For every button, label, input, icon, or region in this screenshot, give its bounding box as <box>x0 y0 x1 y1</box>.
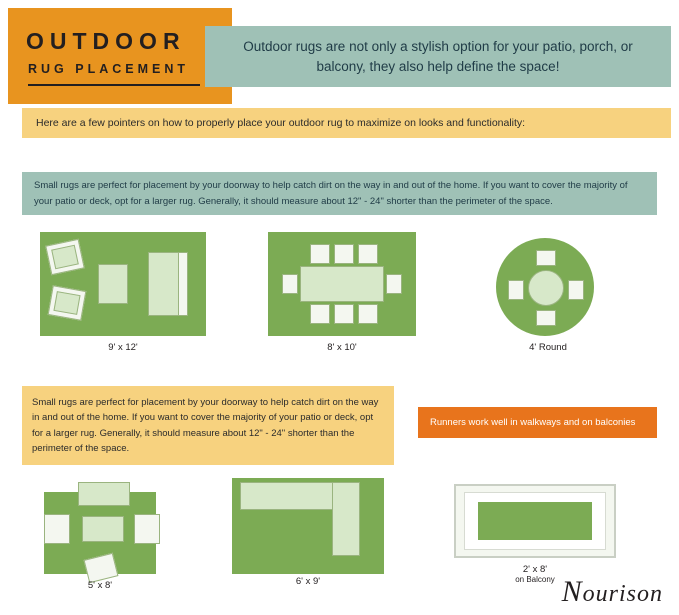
brand-logo-cap: N <box>561 575 583 608</box>
sectional-corner <box>332 482 360 556</box>
round-chair-left <box>508 280 524 300</box>
coffee-table <box>98 264 128 304</box>
tip-band-orange-text: Runners work well in walkways and on balconies <box>430 417 636 428</box>
armchair-left <box>44 514 70 544</box>
page-title: OUTDOOR <box>26 28 186 54</box>
caption-2x8: 2' x 8' on Balcony <box>440 564 630 584</box>
diagram-4round <box>488 232 608 362</box>
caption-9x12: 9' x 12' <box>108 342 138 353</box>
caption-8x10: 8' x 10' <box>327 342 357 353</box>
dining-chair-top-3 <box>358 244 378 264</box>
chair-left-bottom-cushion <box>53 291 80 315</box>
tip-band-teal <box>22 172 657 215</box>
pointers-banner-text: Here are a few pointers on how to properly place your outdoor rug to maximize on looks and functionality: <box>36 117 526 129</box>
tip-band-teal-text: Small rugs are perfect for placement by your doorway to help catch dirt on the way in and out of the home. If you want to cover the majority of your patio or deck, opt for a larger rug. Generally, it should measure about 12" - 24" shorter than the perimeter of the space. <box>34 179 628 207</box>
dining-chair-bottom-3 <box>358 304 378 324</box>
caption-5x8: 5' x 8' <box>87 580 113 591</box>
diagram-9x12 <box>40 232 206 362</box>
armchair-right <box>134 514 160 544</box>
title-divider <box>28 84 200 86</box>
diagram-6x9 <box>232 472 384 596</box>
brand-logo-rest: ourison <box>582 581 663 607</box>
round-table <box>528 270 564 306</box>
dining-chair-right <box>386 274 402 294</box>
sofa-back <box>178 252 188 316</box>
intro-banner <box>205 26 671 87</box>
dining-chair-bottom-1 <box>310 304 330 324</box>
caption-6x9: 6' x 9' <box>295 576 321 587</box>
title-block <box>8 8 232 104</box>
round-chair-bottom <box>536 310 556 326</box>
caption-2x8-note: on Balcony <box>515 575 555 584</box>
round-chair-top <box>536 250 556 266</box>
pointers-banner <box>22 108 671 138</box>
page-subtitle: RUG PLACEMENT <box>28 62 190 76</box>
dining-chair-top-1 <box>310 244 330 264</box>
dining-chair-left <box>282 274 298 294</box>
round-chair-right <box>568 280 584 300</box>
intro-banner-text: Outdoor rugs are not only a stylish option for your patio, porch, or balcony, they also help define the space! <box>243 38 633 74</box>
tip-band-orange <box>418 407 657 438</box>
rug-2x8-runner <box>478 502 592 540</box>
diagram-5x8 <box>30 478 170 596</box>
brand-logo <box>562 575 663 609</box>
tip-band-yellow <box>22 386 394 465</box>
diagram-8x10 <box>268 232 416 362</box>
caption-4round: 4' Round <box>529 342 567 353</box>
center-table <box>82 516 124 542</box>
sofa-top <box>78 482 130 506</box>
tip-band-yellow-text: Small rugs are perfect for placement by your doorway to help catch dirt on the way in and out of the home. If you want to cover the majority of your patio or deck, opt for a larger rug. Generally, it should measure about 12" - 24" shorter than the perimeter of the space. <box>32 396 379 454</box>
dining-table <box>300 266 384 302</box>
dining-chair-top-2 <box>334 244 354 264</box>
dining-chair-bottom-2 <box>334 304 354 324</box>
